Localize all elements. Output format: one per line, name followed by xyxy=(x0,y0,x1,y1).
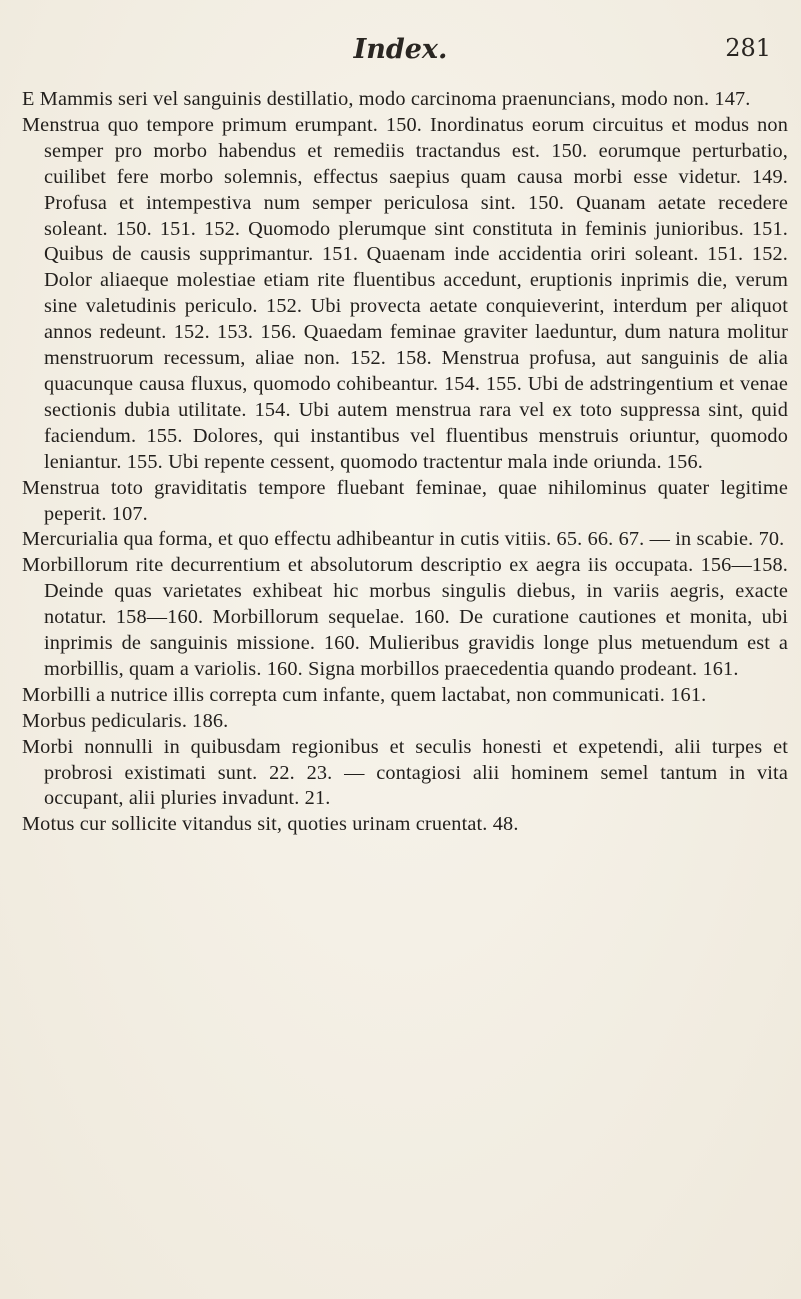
index-entry-motus: Motus cur sollicite vitandus sit, quoties urinam cruentat. 48. xyxy=(22,813,519,836)
index-entries xyxy=(22,87,788,838)
index-entry-menstrua-graviditatis: Menstrua toto graviditatis tempore fluebant feminae, quae nihilominus quater legitime peperit. 107. xyxy=(22,476,788,525)
index-entry-morbi-nonnulli: Morbi nonnulli in quibusdam regionibus et seculis honesti et expetendi, alii turpes et probrosi existimati sunt. 22. 23. — contagiosi alii hominem semel tantum in vita occupant, alii pluries invadunt. 21. xyxy=(22,735,788,810)
running-head: Index. xyxy=(353,34,448,65)
index-entry-mammis: E Mammis seri vel sanguinis destillatio, modo carcinoma praenuncians, modo non. 147. xyxy=(22,88,751,110)
index-entry-morbus-pedicularis: Morbus pedicularis. 186. xyxy=(22,709,229,732)
index-entry-morbilli-nutrice: Morbilli a nutrice illis correpta cum infante, quem lactabat, non communicati. 161. xyxy=(22,683,707,706)
index-entry-mercurialia: Mercurialia qua forma, et quo effectu adhibeantur in cutis vitiis. 65. 66. 67. — in scabie. 70. xyxy=(22,528,785,551)
index-entry-morbillorum: Morbillorum rite decurrentium et absolutorum descriptio ex aegra iis occupata. 156—158. Deinde quas varietates exhibeat hic morbus singulis diebus, in variis aegris, exacte notatur. 158—160. Morbillorum sequelae. 160. De curatione cautiones et monita, ubi inprimis de sanguinis missione. 160. Mulieribus gravidis longe plus metuendum est a morbillis, quam a variolis. 160. Signa morbillos praecedentia quando prodeant. 161. xyxy=(22,554,788,680)
index-entry-menstrua: Menstrua quo tempore primum erumpant. 150. Inordinatus eorum circuitus et modus non semper pro morbo habendus et remediis tractandus est. 150. eorumque perturbatio, cuilibet fere morbo solemnis, effectus saepius quam causa morbi esse videtur. 149. Profusa et intempestiva num semper periculosa sint. 150. Quanam aetate recedere soleant. 150. 151. 152. Quomodo plerumque sint constituta in feminis junioribus. 151. Quibus de causis supprimantur. 151. Quaenam inde accidentia oriri soleant. 151. 152. Dolor aliaeque molestiae etiam rite fluentibus accedunt, eruptionis inprimis die, verum sine valetudinis periculo. 152. Ubi provecta aetate conquieverint, interdum per aliquot annos redeunt. 152. 153. 156. Quaedam feminae graviter laeduntur, dum natura molitur menstruorum recessum, aliae non. 152. 158. Menstrua profusa, aut sanguinis de alia quacunque causa fluxus, quomodo cohibeantur. 154. 155. Ubi de adstringentium et venae sectionis dubia utilitate. 154. Ubi autem menstrua rara vel ex toto suppressa sint, quid faciendum. 155. Dolores, qui instantibus vel fluentibus menstruis oriuntur, quomodo leniantur. 155. Ubi repente cessent, quomodo tractentur mala inde oriunda. 156. xyxy=(22,113,788,473)
page-number: 281 xyxy=(725,34,771,62)
page-header xyxy=(0,32,801,72)
